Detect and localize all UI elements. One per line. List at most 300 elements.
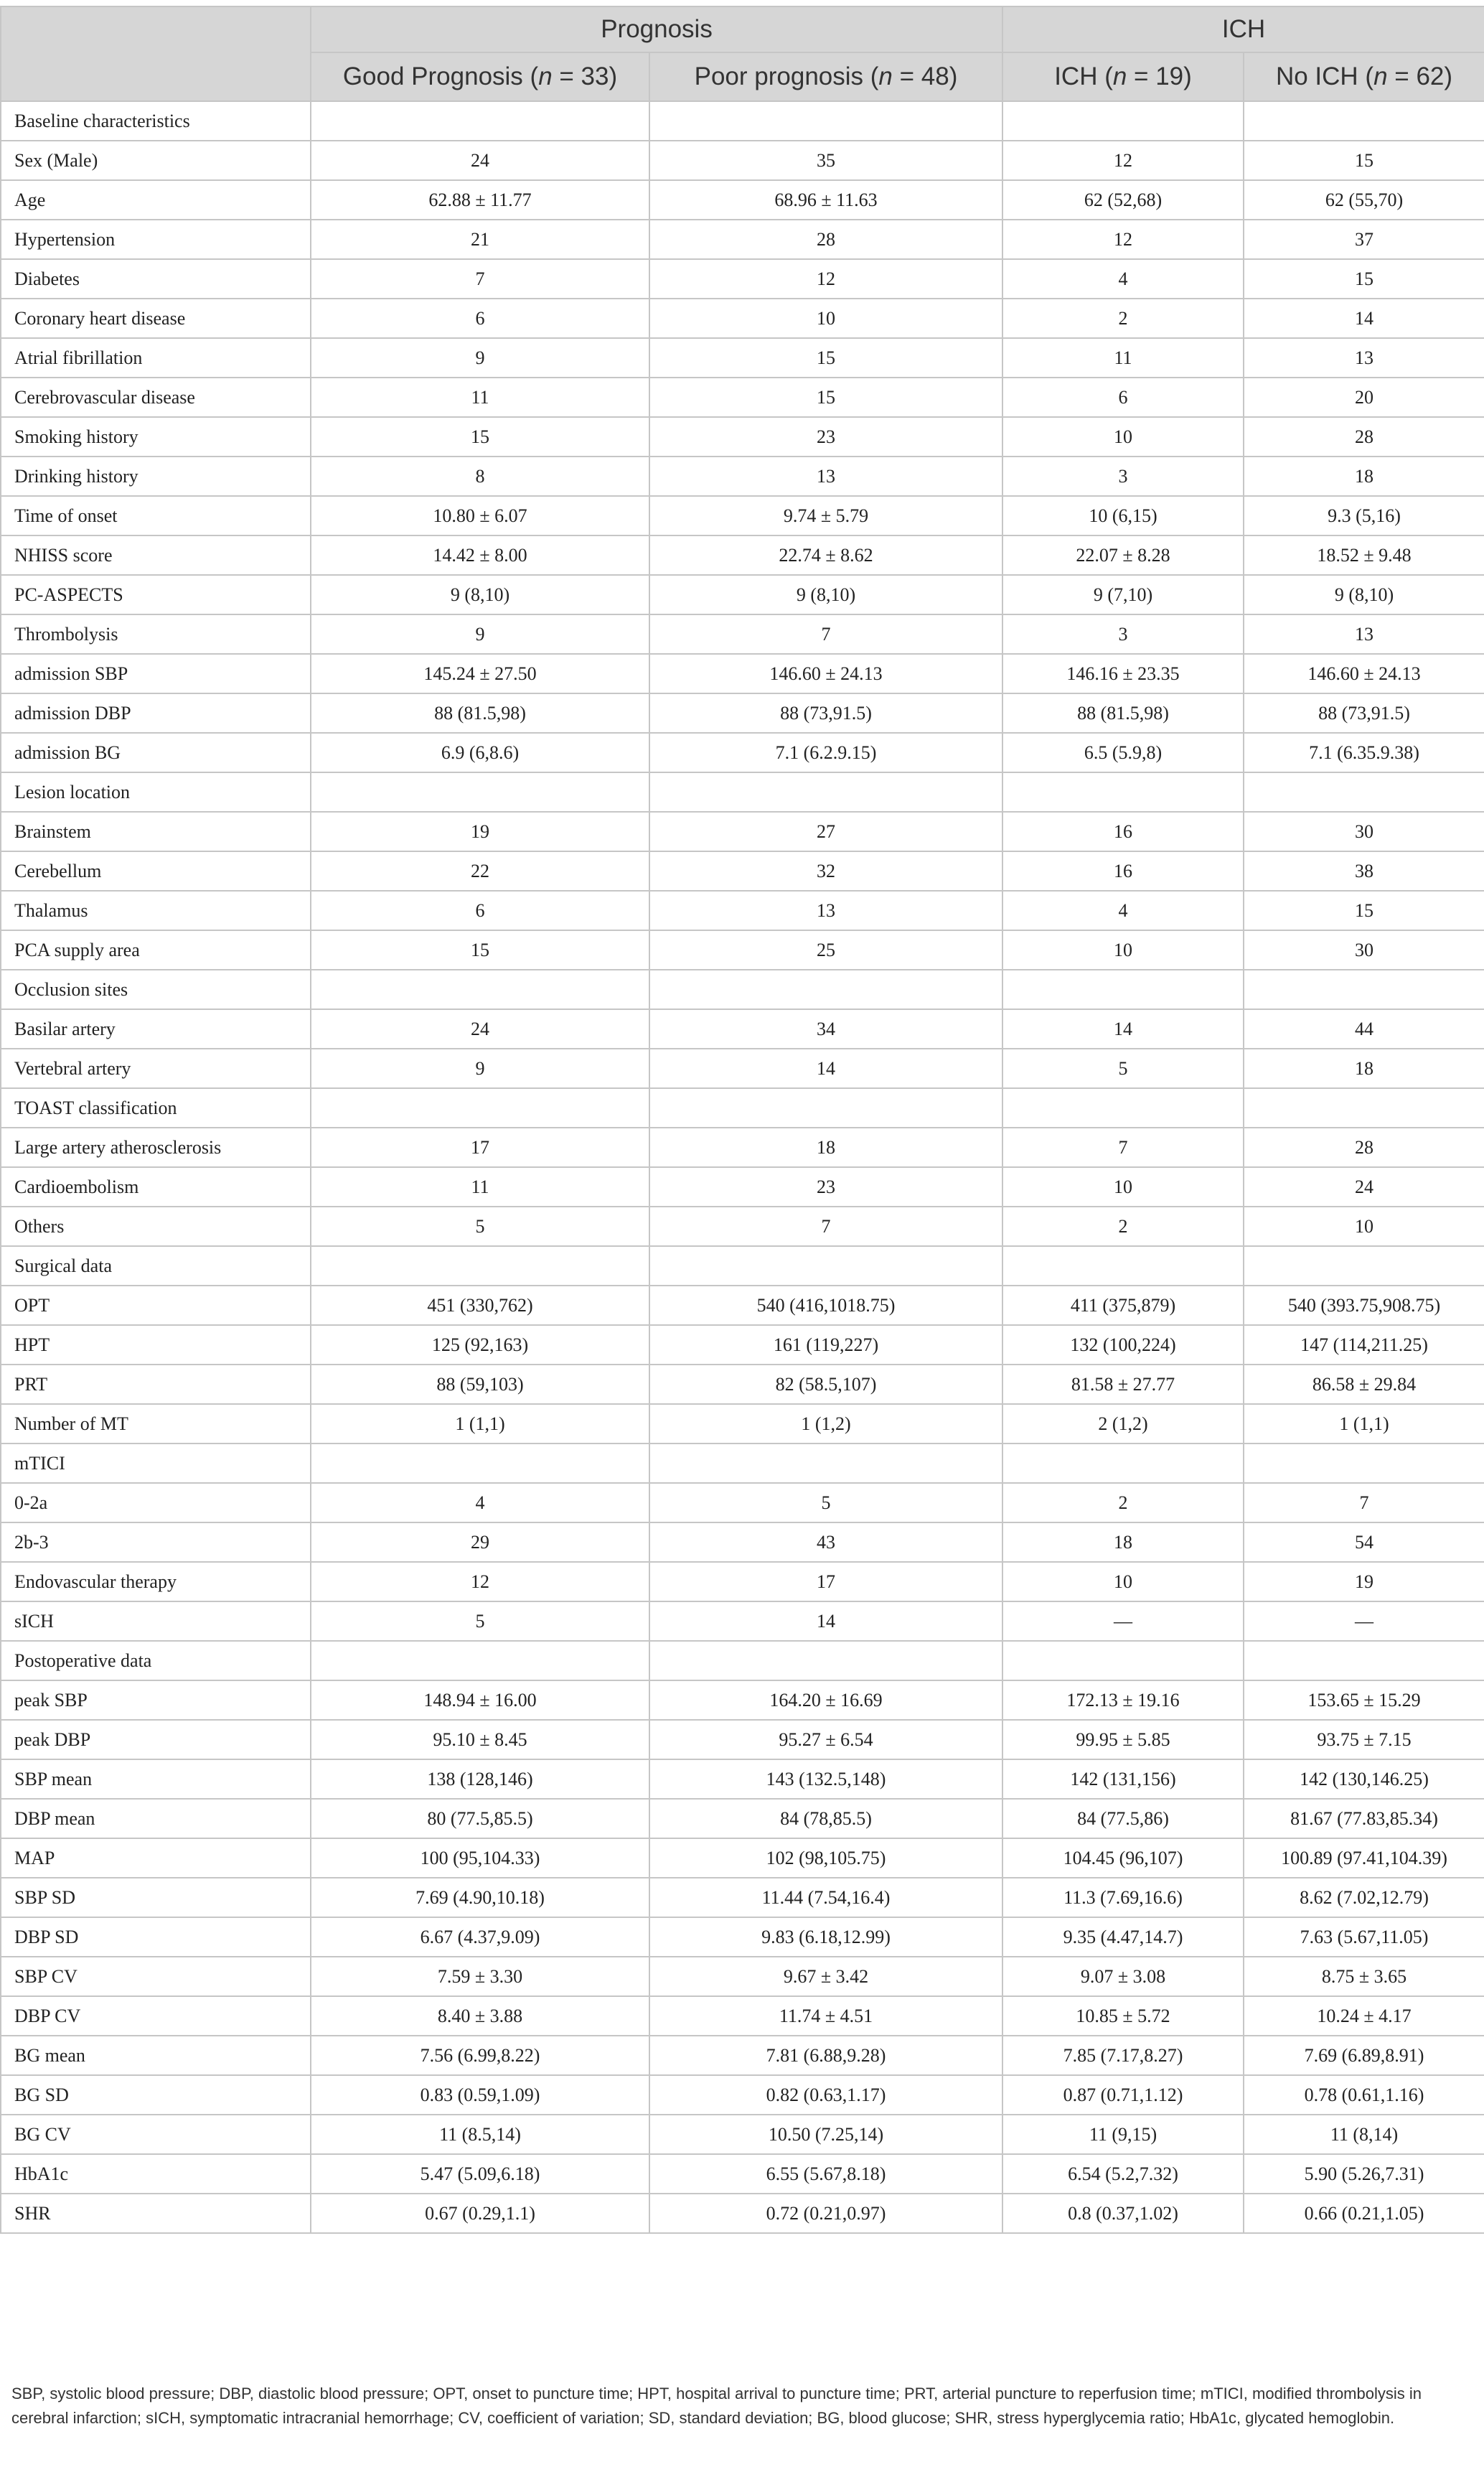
table-cell: 11 (311, 378, 649, 417)
row-label: DBP mean (1, 1799, 311, 1838)
table-cell: 29 (311, 1522, 649, 1562)
table-cell: 88 (81.5,98) (1002, 693, 1244, 733)
table-cell: 35 (649, 141, 1002, 180)
row-label: SBP CV (1, 1957, 311, 1996)
table-row (1, 891, 1484, 930)
table-cell: 6.9 (6,8.6) (311, 733, 649, 772)
table-cell: 0.67 (0.29,1.1) (311, 2194, 649, 2233)
table-cell: 15 (1244, 141, 1484, 180)
table-cell: 148.94 ± 16.00 (311, 1680, 649, 1720)
table-cell: 11 (311, 1167, 649, 1207)
row-label: MAP (1, 1838, 311, 1878)
table-cell: 11.44 (7.54,16.4) (649, 1878, 1002, 1917)
table-cell (649, 772, 1002, 812)
table-cell: 13 (649, 457, 1002, 496)
table-cell: 132 (100,224) (1002, 1325, 1244, 1365)
header-col-ich: ICH (n = 19) (1002, 52, 1244, 101)
table-row (1, 338, 1484, 378)
table-row (1, 851, 1484, 891)
table-cell: 34 (649, 1009, 1002, 1049)
table-cell: 9 (311, 1049, 649, 1088)
table-cell: 15 (1244, 891, 1484, 930)
table-row (1, 1759, 1484, 1799)
row-label: DBP CV (1, 1996, 311, 2036)
table-cell (1002, 1246, 1244, 1286)
table-cell: 7.1 (6.2.9.15) (649, 733, 1002, 772)
table-cell: 81.67 (77.83,85.34) (1244, 1799, 1484, 1838)
row-label: BG mean (1, 2036, 311, 2075)
table-cell: 164.20 ± 16.69 (649, 1680, 1002, 1720)
table-cell: 11 (8.5,14) (311, 2115, 649, 2154)
row-label: Brainstem (1, 812, 311, 851)
row-label: Cerebrovascular disease (1, 378, 311, 417)
table-cell: 125 (92,163) (311, 1325, 649, 1365)
table-cell: 6 (1002, 378, 1244, 417)
table-cell (1244, 1088, 1484, 1128)
table-cell: 11 (1002, 338, 1244, 378)
table-cell: 0.82 (0.63,1.17) (649, 2075, 1002, 2115)
table-cell: 14 (1244, 299, 1484, 338)
table-cell: 540 (393.75,908.75) (1244, 1286, 1484, 1325)
table-cell: — (1244, 1601, 1484, 1641)
table-row (1, 1601, 1484, 1641)
row-label: 2b-3 (1, 1522, 311, 1562)
table-row (1, 1404, 1484, 1443)
table-cell: 11.74 ± 4.51 (649, 1996, 1002, 2036)
row-label: admission BG (1, 733, 311, 772)
table-cell: 142 (130,146.25) (1244, 1759, 1484, 1799)
table-cell: 146.60 ± 24.13 (649, 654, 1002, 693)
table-row (1, 1799, 1484, 1838)
table-cell: 20 (1244, 378, 1484, 417)
row-label: Number of MT (1, 1404, 311, 1443)
table-cell: 24 (1244, 1167, 1484, 1207)
header-col-no-ich: No ICH (n = 62) (1244, 52, 1484, 101)
table-cell: 54 (1244, 1522, 1484, 1562)
table-cell (1002, 1443, 1244, 1483)
table-cell: 81.58 ± 27.77 (1002, 1365, 1244, 1404)
table-cell: 147 (114,211.25) (1244, 1325, 1484, 1365)
table-cell: 14.42 ± 8.00 (311, 535, 649, 575)
table-cell: 161 (119,227) (649, 1325, 1002, 1365)
table-cell: 4 (311, 1483, 649, 1522)
table-cell: 17 (311, 1128, 649, 1167)
table-cell: 32 (649, 851, 1002, 891)
table-cell: 0.8 (0.37,1.02) (1002, 2194, 1244, 2233)
table-cell: 10.85 ± 5.72 (1002, 1996, 1244, 2036)
table-cell (311, 1088, 649, 1128)
table-row (1, 1483, 1484, 1522)
table-row (1, 2115, 1484, 2154)
table-cell (649, 1088, 1002, 1128)
table-cell: 88 (59,103) (311, 1365, 649, 1404)
table-row (1, 378, 1484, 417)
table-cell: 146.60 ± 24.13 (1244, 654, 1484, 693)
table-cell: 7 (649, 614, 1002, 654)
table-cell: 62 (52,68) (1002, 180, 1244, 220)
table-cell: 9.3 (5,16) (1244, 496, 1484, 535)
table-row (1, 1207, 1484, 1246)
table-cell: 10 (1002, 930, 1244, 970)
table-cell: 88 (73,91.5) (1244, 693, 1484, 733)
row-label: Cerebellum (1, 851, 311, 891)
table-cell (1002, 970, 1244, 1009)
table-cell: 0.72 (0.21,0.97) (649, 2194, 1002, 2233)
table-cell: 44 (1244, 1009, 1484, 1049)
table-cell: 12 (1002, 141, 1244, 180)
row-label: Vertebral artery (1, 1049, 311, 1088)
table-cell: 99.95 ± 5.85 (1002, 1720, 1244, 1759)
section-row (1, 1246, 1484, 1286)
table-cell: 5.90 (5.26,7.31) (1244, 2154, 1484, 2194)
table-cell: 143 (132.5,148) (649, 1759, 1002, 1799)
table-cell: 10 (6,15) (1002, 496, 1244, 535)
table-row (1, 812, 1484, 851)
table-row (1, 1996, 1484, 2036)
table-row (1, 575, 1484, 614)
row-label: NHISS score (1, 535, 311, 575)
table-row (1, 259, 1484, 299)
table-cell: 95.10 ± 8.45 (311, 1720, 649, 1759)
table-cell: 9 (8,10) (649, 575, 1002, 614)
row-label: admission DBP (1, 693, 311, 733)
row-label: Diabetes (1, 259, 311, 299)
row-label: PRT (1, 1365, 311, 1404)
table-row (1, 1917, 1484, 1957)
header-col-good-prognosis: Good Prognosis (n = 33) (311, 52, 649, 101)
table-cell: 2 (1002, 299, 1244, 338)
table-cell: 62.88 ± 11.77 (311, 180, 649, 220)
table-cell: — (1002, 1601, 1244, 1641)
table-cell: 10.50 (7.25,14) (649, 2115, 1002, 2154)
table-row (1, 1838, 1484, 1878)
table-cell: 13 (649, 891, 1002, 930)
table-cell: 22.07 ± 8.28 (1002, 535, 1244, 575)
table-cell: 145.24 ± 27.50 (311, 654, 649, 693)
table-cell (649, 970, 1002, 1009)
table-cell: 13 (1244, 614, 1484, 654)
table-cell: 80 (77.5,85.5) (311, 1799, 649, 1838)
row-label: Thalamus (1, 891, 311, 930)
table-row (1, 1522, 1484, 1562)
table-cell: 23 (649, 1167, 1002, 1207)
table-cell: 4 (1002, 259, 1244, 299)
section-label: Occlusion sites (1, 970, 311, 1009)
table-row (1, 180, 1484, 220)
table-cell: 10.24 ± 4.17 (1244, 1996, 1484, 2036)
table-cell: 13 (1244, 338, 1484, 378)
table-cell: 68.96 ± 11.63 (649, 180, 1002, 220)
table-cell: 7.56 (6.99,8.22) (311, 2036, 649, 2075)
table-cell (311, 1246, 649, 1286)
table-cell (1002, 1641, 1244, 1680)
table-cell: 6.55 (5.67,8.18) (649, 2154, 1002, 2194)
row-label: HbA1c (1, 2154, 311, 2194)
section-row (1, 1641, 1484, 1680)
table-cell: 24 (311, 1009, 649, 1049)
table-row (1, 1957, 1484, 1996)
table-cell: 104.45 (96,107) (1002, 1838, 1244, 1878)
table-cell: 7 (1244, 1483, 1484, 1522)
table-cell: 30 (1244, 930, 1484, 970)
table-cell: 9 (7,10) (1002, 575, 1244, 614)
row-label: DBP SD (1, 1917, 311, 1957)
table-cell: 28 (1244, 1128, 1484, 1167)
table-cell: 8.40 ± 3.88 (311, 1996, 649, 2036)
table-cell: 62 (55,70) (1244, 180, 1484, 220)
table-cell: 9.74 ± 5.79 (649, 496, 1002, 535)
row-label: 0-2a (1, 1483, 311, 1522)
header-group-row (1, 6, 1484, 52)
table-cell: 11 (9,15) (1002, 2115, 1244, 2154)
table-cell: 2 (1002, 1207, 1244, 1246)
table-cell: 38 (1244, 851, 1484, 891)
table-cell: 6 (311, 891, 649, 930)
row-label: Atrial fibrillation (1, 338, 311, 378)
table-row (1, 1562, 1484, 1601)
table-cell: 10 (1002, 417, 1244, 457)
table-cell: 5.47 (5.09,6.18) (311, 2154, 649, 2194)
table-cell: 9 (311, 338, 649, 378)
table-cell: 6 (311, 299, 649, 338)
table-cell: 10 (1244, 1207, 1484, 1246)
table-cell (311, 772, 649, 812)
table-cell: 18.52 ± 9.48 (1244, 535, 1484, 575)
table-cell: 172.13 ± 19.16 (1002, 1680, 1244, 1720)
row-label: Endovascular therapy (1, 1562, 311, 1601)
table-cell: 0.87 (0.71,1.12) (1002, 2075, 1244, 2115)
table-row (1, 930, 1484, 970)
table-cell: 10 (1002, 1562, 1244, 1601)
table-cell: 28 (649, 220, 1002, 259)
table-cell: 22.74 ± 8.62 (649, 535, 1002, 575)
row-label: Basilar artery (1, 1009, 311, 1049)
table-cell: 37 (1244, 220, 1484, 259)
table-cell: 95.27 ± 6.54 (649, 1720, 1002, 1759)
table-cell (649, 1443, 1002, 1483)
row-label: Smoking history (1, 417, 311, 457)
table-cell: 11 (8,14) (1244, 2115, 1484, 2154)
row-label: OPT (1, 1286, 311, 1325)
table-cell: 30 (1244, 812, 1484, 851)
table-cell: 23 (649, 417, 1002, 457)
table-row (1, 1167, 1484, 1207)
table-cell: 9 (311, 614, 649, 654)
table-cell: 8.62 (7.02,12.79) (1244, 1878, 1484, 1917)
table-cell: 5 (649, 1483, 1002, 1522)
table-cell: 100.89 (97.41,104.39) (1244, 1838, 1484, 1878)
table-cell: 540 (416,1018.75) (649, 1286, 1002, 1325)
table-cell: 14 (1002, 1009, 1244, 1049)
table-cell: 138 (128,146) (311, 1759, 649, 1799)
table-cell: 10 (1002, 1167, 1244, 1207)
section-row (1, 772, 1484, 812)
header-group-ich: ICH (1002, 6, 1484, 52)
table-cell: 3 (1002, 614, 1244, 654)
table-cell: 84 (78,85.5) (649, 1799, 1002, 1838)
table-cell: 11.3 (7.69,16.6) (1002, 1878, 1244, 1917)
table-cell: 7.85 (7.17,8.27) (1002, 2036, 1244, 2075)
row-label: Thrombolysis (1, 614, 311, 654)
table-row (1, 1128, 1484, 1167)
table-cell: 411 (375,879) (1002, 1286, 1244, 1325)
table-cell: 9 (8,10) (311, 575, 649, 614)
table-row (1, 496, 1484, 535)
table-cell: 3 (1002, 457, 1244, 496)
table-cell: 0.78 (0.61,1.16) (1244, 2075, 1484, 2115)
table-cell: 7 (1002, 1128, 1244, 1167)
section-label: Baseline characteristics (1, 101, 311, 141)
table-cell (311, 101, 649, 141)
table-cell: 18 (1244, 1049, 1484, 1088)
table-cell (311, 1443, 649, 1483)
table-cell: 0.66 (0.21,1.05) (1244, 2194, 1484, 2233)
table-row (1, 457, 1484, 496)
row-label: peak SBP (1, 1680, 311, 1720)
table-cell: 28 (1244, 417, 1484, 457)
table-cell: 14 (649, 1049, 1002, 1088)
header-group-prognosis: Prognosis (311, 6, 1002, 52)
table-cell: 8 (311, 457, 649, 496)
table-cell: 27 (649, 812, 1002, 851)
table-row (1, 614, 1484, 654)
table-cell: 1 (1,2) (649, 1404, 1002, 1443)
table-row (1, 2154, 1484, 2194)
table-cell: 17 (649, 1562, 1002, 1601)
table-cell: 5 (1002, 1049, 1244, 1088)
section-label: mTICI (1, 1443, 311, 1483)
row-label: Cardioembolism (1, 1167, 311, 1207)
table-cell (649, 1246, 1002, 1286)
table-cell: 24 (311, 141, 649, 180)
table-cell: 142 (131,156) (1002, 1759, 1244, 1799)
row-label: HPT (1, 1325, 311, 1365)
row-label: SBP mean (1, 1759, 311, 1799)
table-cell: 19 (311, 812, 649, 851)
table-container (0, 6, 1484, 2234)
table-cell: 82 (58.5,107) (649, 1365, 1002, 1404)
table-cell: 7.69 (4.90,10.18) (311, 1878, 649, 1917)
table-cell: 43 (649, 1522, 1002, 1562)
table-body (1, 101, 1484, 2233)
section-row (1, 1088, 1484, 1128)
table-cell: 2 (1,2) (1002, 1404, 1244, 1443)
table-row (1, 1009, 1484, 1049)
table-cell: 18 (1244, 457, 1484, 496)
table-cell: 2 (1002, 1483, 1244, 1522)
table-cell (1244, 970, 1484, 1009)
section-row (1, 101, 1484, 141)
table-cell: 9.07 ± 3.08 (1002, 1957, 1244, 1996)
table-cell (1244, 101, 1484, 141)
table-cell: 15 (649, 338, 1002, 378)
table-cell: 146.16 ± 23.35 (1002, 654, 1244, 693)
table-cell: 9.35 (4.47,14.7) (1002, 1917, 1244, 1957)
row-label: sICH (1, 1601, 311, 1641)
row-label: admission SBP (1, 654, 311, 693)
table-row (1, 1365, 1484, 1404)
table-cell: 19 (1244, 1562, 1484, 1601)
row-label: Time of onset (1, 496, 311, 535)
table-row (1, 2075, 1484, 2115)
row-label: SBP SD (1, 1878, 311, 1917)
table-cell: 8.75 ± 3.65 (1244, 1957, 1484, 1996)
table-row (1, 1720, 1484, 1759)
section-row (1, 970, 1484, 1009)
row-label: peak DBP (1, 1720, 311, 1759)
table-cell: 7.59 ± 3.30 (311, 1957, 649, 1996)
table-cell: 7.69 (6.89,8.91) (1244, 2036, 1484, 2075)
table-cell: 14 (649, 1601, 1002, 1641)
row-label: Sex (Male) (1, 141, 311, 180)
table-cell (1244, 1443, 1484, 1483)
table-cell: 16 (1002, 812, 1244, 851)
table-cell: 5 (311, 1207, 649, 1246)
data-table (0, 6, 1484, 2234)
table-cell: 6.5 (5.9,8) (1002, 733, 1244, 772)
header-corner (1, 6, 311, 101)
table-header (1, 6, 1484, 101)
table-cell: 0.83 (0.59,1.09) (311, 2075, 649, 2115)
table-cell: 4 (1002, 891, 1244, 930)
table-cell (649, 101, 1002, 141)
table-cell (1002, 1088, 1244, 1128)
row-label: BG SD (1, 2075, 311, 2115)
table-cell (1002, 772, 1244, 812)
table-cell (311, 1641, 649, 1680)
table-cell: 7.63 (5.67,11.05) (1244, 1917, 1484, 1957)
section-label: Postoperative data (1, 1641, 311, 1680)
table-row (1, 2036, 1484, 2075)
table-cell (311, 970, 649, 1009)
table-cell: 9.83 (6.18,12.99) (649, 1917, 1002, 1957)
section-label: Lesion location (1, 772, 311, 812)
table-row (1, 1325, 1484, 1365)
table-cell: 9 (8,10) (1244, 575, 1484, 614)
table-cell: 22 (311, 851, 649, 891)
table-cell: 5 (311, 1601, 649, 1641)
table-row (1, 733, 1484, 772)
table-row (1, 1049, 1484, 1088)
table-cell (1002, 101, 1244, 141)
table-cell: 15 (311, 930, 649, 970)
table-cell: 7.81 (6.88,9.28) (649, 2036, 1002, 2075)
table-cell: 10 (649, 299, 1002, 338)
table-row (1, 2194, 1484, 2233)
row-label: Coronary heart disease (1, 299, 311, 338)
table-cell: 451 (330,762) (311, 1286, 649, 1325)
table-cell: 6.54 (5.2,7.32) (1002, 2154, 1244, 2194)
table-cell: 1 (1,1) (1244, 1404, 1484, 1443)
row-label: SHR (1, 2194, 311, 2233)
table-cell: 93.75 ± 7.15 (1244, 1720, 1484, 1759)
row-label: BG CV (1, 2115, 311, 2154)
table-row (1, 299, 1484, 338)
table-cell: 100 (95,104.33) (311, 1838, 649, 1878)
table-row (1, 1286, 1484, 1325)
section-row (1, 1443, 1484, 1483)
table-row (1, 417, 1484, 457)
table-cell: 7.1 (6.35.9.38) (1244, 733, 1484, 772)
table-cell: 153.65 ± 15.29 (1244, 1680, 1484, 1720)
table-cell: 12 (649, 259, 1002, 299)
table-cell: 88 (81.5,98) (311, 693, 649, 733)
table-cell: 86.58 ± 29.84 (1244, 1365, 1484, 1404)
table-cell: 84 (77.5,86) (1002, 1799, 1244, 1838)
table-cell: 9.67 ± 3.42 (649, 1957, 1002, 1996)
table-cell: 18 (1002, 1522, 1244, 1562)
table-cell: 15 (311, 417, 649, 457)
